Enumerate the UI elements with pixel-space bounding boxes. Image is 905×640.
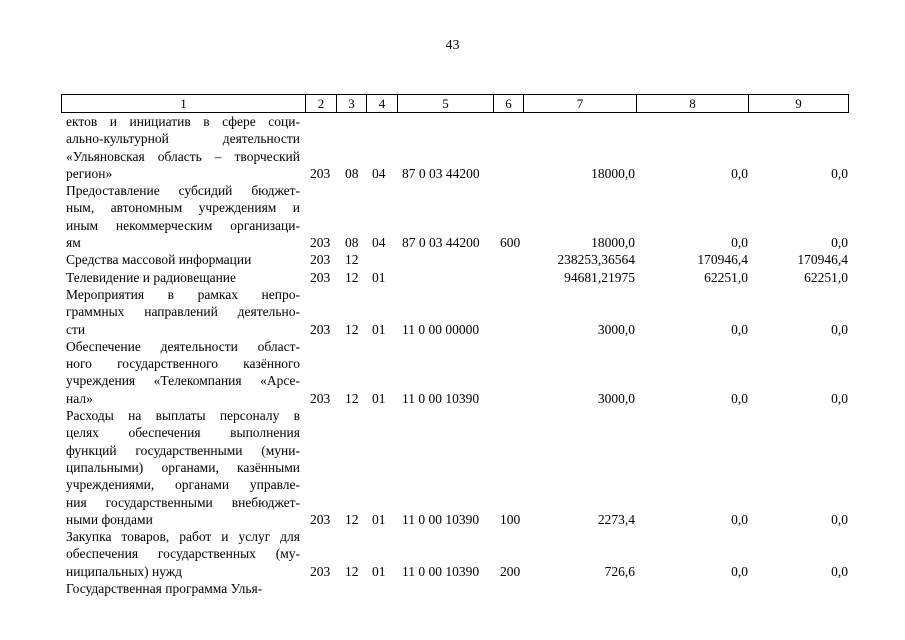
cell-col-3: 12 [345, 511, 359, 527]
cell-col-6: 100 [500, 511, 521, 527]
cell-col-5: 11 0 00 10390 [402, 563, 480, 579]
cell-col-7: 94681,21975 [564, 269, 635, 285]
table-row [0, 407, 905, 528]
description-line: иным некоммерческим организаци- [66, 217, 300, 233]
cell-col-5: 11 0 00 10390 [402, 390, 480, 406]
cell-col-3: 12 [345, 252, 359, 268]
table-row [0, 251, 905, 268]
description-line: ным, автономным учреждениям и [66, 200, 300, 216]
table-row [0, 528, 905, 580]
description-line: ными фондами [66, 511, 153, 527]
cell-col-8: 170946,4 [697, 252, 748, 268]
cell-col-2: 203 [310, 252, 331, 268]
cell-col-5: 87 0 03 44200 [402, 165, 480, 181]
table-row [0, 113, 905, 182]
column-header: 1 [62, 95, 306, 113]
cell-col-4: 01 [372, 269, 386, 285]
cell-col-8: 0,0 [731, 511, 748, 527]
description-line: Мероприятия в рамках непро- [66, 287, 300, 302]
cell-col-4: 01 [372, 563, 386, 579]
cell-col-9: 0,0 [831, 235, 848, 251]
column-header: 5 [398, 95, 494, 113]
cell-col-3: 12 [345, 321, 359, 337]
cell-col-3: 08 [345, 235, 359, 251]
cell-col-7: 18000,0 [591, 235, 635, 251]
column-header: 2 [306, 95, 337, 113]
cell-col-2: 203 [310, 511, 331, 527]
description-line: сти [66, 321, 86, 337]
page-number: 43 [445, 38, 460, 53]
table-row [0, 182, 905, 251]
description-line: регион» [66, 165, 113, 181]
row-description [66, 113, 300, 182]
description-line: Предоставление субсидий бюджет- [66, 183, 300, 199]
cell-col-9: 0,0 [831, 563, 848, 579]
cell-col-3: 12 [345, 269, 359, 285]
column-header: 3 [337, 95, 367, 113]
row-description [66, 580, 300, 597]
cell-col-6: 600 [500, 235, 521, 251]
description-line: учреждениями, органами управле- [66, 477, 300, 493]
column-header: 7 [524, 95, 637, 113]
cell-col-8: 0,0 [731, 390, 748, 406]
description-line: целях обеспечения выполнения [66, 425, 300, 441]
cell-col-9: 0,0 [831, 165, 848, 181]
description-line: учреждения «Телекомпания «Арсе- [66, 373, 300, 389]
cell-col-8: 0,0 [731, 321, 748, 337]
description-line: ципальными) органами, казёнными [66, 459, 300, 475]
column-header: 6 [494, 95, 524, 113]
row-description [66, 251, 300, 268]
cell-col-9: 0,0 [831, 511, 848, 527]
table-row [0, 286, 905, 338]
cell-col-8: 0,0 [731, 165, 748, 181]
description-line: ектов и инициатив в сфере соци- [66, 114, 300, 129]
description-line: обеспечения государственных (му- [66, 546, 300, 562]
description-line: «Ульяновская область – творческий [66, 148, 300, 164]
cell-col-2: 203 [310, 165, 331, 181]
row-description [66, 286, 300, 338]
cell-col-2: 203 [310, 390, 331, 406]
table-row [0, 338, 905, 407]
cell-col-9: 62251,0 [804, 269, 848, 285]
description-line: ного государственного казённого [66, 356, 300, 372]
column-header-row [61, 94, 849, 113]
cell-col-4: 04 [372, 165, 386, 181]
row-description [66, 269, 300, 286]
cell-col-8: 62251,0 [704, 269, 748, 285]
cell-col-4: 01 [372, 511, 386, 527]
cell-col-4: 01 [372, 390, 386, 406]
table-row [0, 580, 905, 597]
description-line: нал» [66, 390, 93, 406]
column-header: 4 [367, 95, 398, 113]
description-line: Государственная программа Улья- [66, 581, 263, 597]
cell-col-4: 04 [372, 235, 386, 251]
description-line: Средства массовой информации [66, 252, 252, 268]
cell-col-4: 01 [372, 321, 386, 337]
cell-col-7: 3000,0 [597, 390, 635, 406]
cell-col-5: 11 0 00 10390 [402, 511, 480, 527]
cell-col-7: 18000,0 [591, 165, 635, 181]
description-line: граммных направлений деятельно- [66, 304, 300, 320]
description-line: функций государственными (муни- [66, 442, 300, 458]
table-row [0, 269, 905, 286]
cell-col-8: 0,0 [731, 235, 748, 251]
row-description [66, 338, 300, 407]
cell-col-7: 238253,36564 [557, 252, 635, 268]
cell-col-8: 0,0 [731, 563, 748, 579]
row-description [66, 528, 300, 580]
cell-col-7: 2273,4 [597, 511, 635, 527]
row-description [66, 407, 300, 528]
cell-col-9: 170946,4 [797, 252, 848, 268]
description-line: Телевидение и радиовещание [66, 269, 237, 285]
cell-col-2: 203 [310, 235, 331, 251]
description-line: Обеспечение деятельности област- [66, 338, 300, 354]
cell-col-5: 87 0 03 44200 [402, 235, 480, 251]
column-header: 9 [749, 95, 849, 113]
cell-col-9: 0,0 [831, 390, 848, 406]
description-line: ния государственными внебюджет- [66, 494, 300, 510]
description-line: ям [66, 235, 81, 251]
cell-col-2: 203 [310, 321, 331, 337]
cell-col-2: 203 [310, 269, 331, 285]
column-header: 8 [637, 95, 749, 113]
cell-col-3: 08 [345, 165, 359, 181]
cell-col-9: 0,0 [831, 321, 848, 337]
description-line: Закупка товаров, работ и услуг для [66, 529, 300, 545]
description-line: Расходы на выплаты персоналу в [66, 408, 300, 424]
row-description [66, 182, 300, 251]
cell-col-2: 203 [310, 563, 331, 579]
cell-col-3: 12 [345, 563, 359, 579]
description-line: ально-культурной деятельности [66, 131, 300, 147]
cell-col-7: 726,6 [604, 563, 635, 579]
cell-col-7: 3000,0 [597, 321, 635, 337]
cell-col-6: 200 [500, 563, 521, 579]
cell-col-3: 12 [345, 390, 359, 406]
description-line: ниципальных) нужд [66, 563, 183, 579]
cell-col-5: 11 0 00 00000 [402, 321, 480, 337]
